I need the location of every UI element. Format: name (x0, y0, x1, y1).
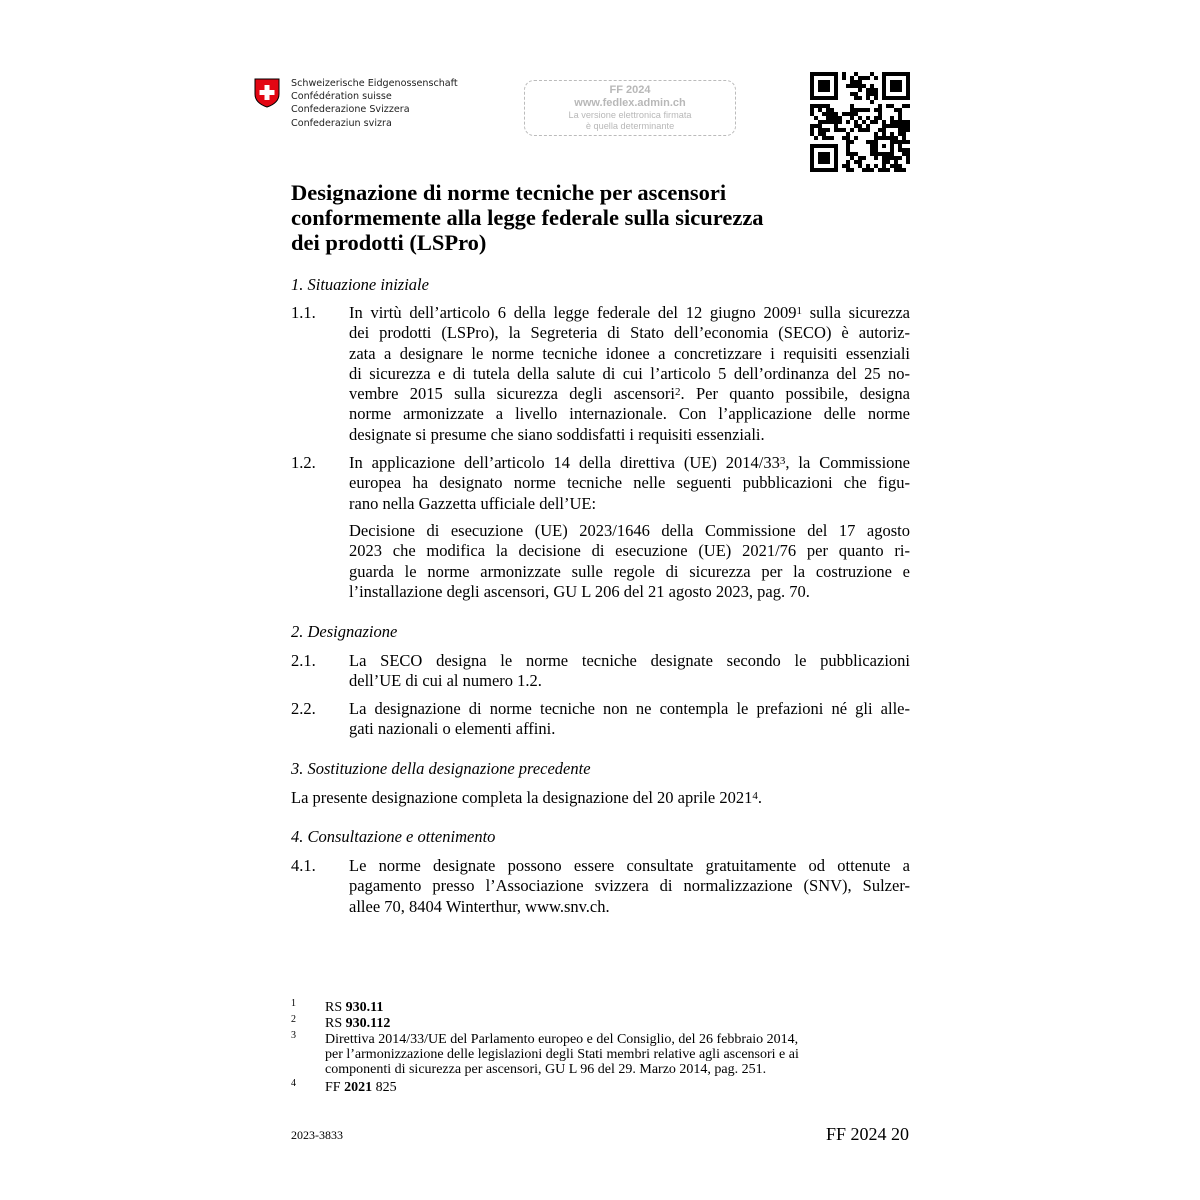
text-run: 2021 (344, 1080, 373, 1095)
text-line: 2023 che modifica la decisione di esecuzione (UE) 2021/76 per quanto ri- (349, 541, 910, 561)
stamp-ff: FF 2024 (609, 84, 651, 96)
title-line: conformemente alla legge federale sulla sicurezza (291, 205, 764, 230)
footnote-text (325, 1000, 383, 1015)
paragraph-number: 1.2. (291, 453, 316, 472)
paragraph-1-1 (349, 303, 910, 445)
title-line: dei prodotti (LSPro) (291, 230, 487, 255)
text-run: 930.11 (345, 1000, 384, 1015)
section-heading: 4. Consultazione e ottenimento (291, 827, 496, 846)
text-run: 825 (372, 1080, 397, 1095)
text-line: per l’armonizzazione delle legislazioni degli Stati membri relative agli ascensori e ai (325, 1047, 799, 1062)
footnote-ref[interactable]: 2 (675, 386, 681, 399)
footnote-number: 2 (291, 1014, 296, 1025)
title-line: Designazione di norme tecniche per ascensori (291, 180, 727, 205)
footnote-number: 3 (291, 1030, 296, 1041)
footnote-number: 4 (291, 1078, 296, 1089)
federation-name-fr: Confédération suisse (291, 91, 392, 103)
federation-name-rm: Confederaziun svizra (291, 117, 392, 129)
page-reference: FF 2024 20 (825, 1124, 909, 1144)
text-line (349, 384, 910, 404)
fedlex-stamp (524, 80, 736, 136)
federation-name-de: Schweizerische Eidgenossenschaft (291, 78, 458, 89)
text-run: RS (325, 1016, 346, 1031)
section-heading: 3. Sostituzione della designazione precedente (291, 759, 591, 778)
text-line: di sicurezza e di tutela della salute di cui l’articolo 5 dell’ordinanza del 25 no- (349, 363, 910, 383)
paragraph-number: 2.1. (291, 651, 316, 670)
footnote-ref[interactable]: 1 (796, 305, 802, 317)
footnote-ref[interactable]: 3 (779, 455, 786, 467)
text-line: Decisione di esecuzione (UE) 2023/1646 della Commissione del 17 agosto (349, 521, 910, 540)
stamp-note-2: è quella determinante (585, 121, 675, 131)
text-run: . (757, 788, 762, 807)
text-line: La SECO designa le norme tecniche designate secondo le pubblicazioni (349, 651, 910, 670)
text-line: europea ha designato norme tecniche nelle seguenti pubblicazioni che figu- (349, 473, 910, 493)
text-run: vembre 2015 sulla sicurezza degli ascensori (349, 384, 675, 404)
federation-name-it: Confederazione Svizzera (291, 104, 410, 116)
text-run: La presente designazione completa la designazione del 20 aprile 2021 (291, 788, 753, 807)
text-line: l’installazione degli ascensori, GU L 206 del 21 agosto 2023, pag. 70. (349, 581, 810, 601)
swiss-coat-of-arms-icon (254, 78, 280, 108)
text-line: dell’UE di cui al numero 1.2. (349, 671, 542, 691)
paragraph-4-1 (349, 856, 910, 917)
footnote-text (325, 1080, 397, 1095)
footnote-text (325, 1016, 390, 1031)
document-number: 2023-3833 (291, 1128, 343, 1142)
text-line: zata a designare le norme tecniche idonee a concretizzare i requisiti essenziali (349, 343, 910, 363)
paragraph-2-2 (349, 699, 910, 740)
text-run: . Per quanto possibile, designa (680, 384, 911, 404)
text-line: gati nazionali o elementi affini. (349, 719, 556, 739)
qr-code-icon (810, 72, 910, 172)
footnote-ref[interactable]: 4 (752, 790, 758, 802)
paragraph-number: 4.1. (291, 856, 316, 875)
federation-names (291, 77, 458, 130)
document-title (291, 180, 851, 255)
text-run: sulla sicurezza (802, 303, 910, 322)
text-line: Direttiva 2014/33/UE del Parlamento europeo e del Consiglio, del 26 febbraio 2014, (325, 1032, 799, 1047)
text-run: , la Commissione (785, 453, 911, 472)
text-line: componenti di sicurezza per ascensori, GU L 96 del 29. Marzo 2014, pag. 251. (325, 1062, 767, 1077)
text-run: In applicazione dell’articolo 14 della direttiva (UE) 2014/33 (349, 453, 780, 472)
section-heading: 2. Designazione (291, 622, 398, 641)
text-line (349, 303, 910, 323)
text-run: 930.112 (345, 1016, 391, 1031)
text-line: designate si presume che siano soddisfatti i requisiti essenziali. (349, 424, 765, 444)
text-line: allee 70, 8404 Winterthur, www.snv.ch. (349, 896, 610, 916)
section-3-text (291, 788, 762, 808)
text-line (349, 453, 910, 473)
text-line: rano nella Gazzetta ufficiale dell’UE: (349, 493, 597, 513)
text-run: FF (325, 1080, 345, 1095)
text-run: RS (325, 1000, 346, 1015)
paragraph-1-2 (349, 453, 910, 514)
text-line: dei prodotti (LSPro), la Segreteria di Stato dell’economia (SECO) è autoriz- (349, 323, 910, 343)
text-line: La designazione di norme tecniche non ne contempla le prefazioni né gli alle- (349, 699, 910, 718)
footnote-number: 1 (291, 998, 296, 1009)
text-line: norme armonizzate a livello internazionale. Con l’applicazione delle norme (349, 404, 910, 424)
text-line: guarda le norme armonizzate sulle regole di sicurezza per la costruzione e (349, 561, 910, 581)
decision-citation (349, 521, 910, 602)
stamp-note-1: La versione elettronica firmata (568, 110, 692, 120)
footnote-text (325, 1032, 799, 1077)
paragraph-number: 2.2. (291, 699, 316, 718)
section-heading: 1. Situazione iniziale (291, 275, 429, 294)
text-line: Le norme designate possono essere consultate gratuitamente od ottenute a (349, 856, 910, 875)
text-line: pagamento presso l’Associazione svizzera di normalizzazione (SNV), Sulzer- (349, 876, 910, 896)
paragraph-2-1 (349, 651, 910, 692)
paragraph-number: 1.1. (291, 303, 316, 322)
text-run: In virtù dell’articolo 6 della legge federale del 12 giugno 2009 (349, 303, 797, 322)
stamp-url: www.fedlex.admin.ch (574, 97, 686, 109)
